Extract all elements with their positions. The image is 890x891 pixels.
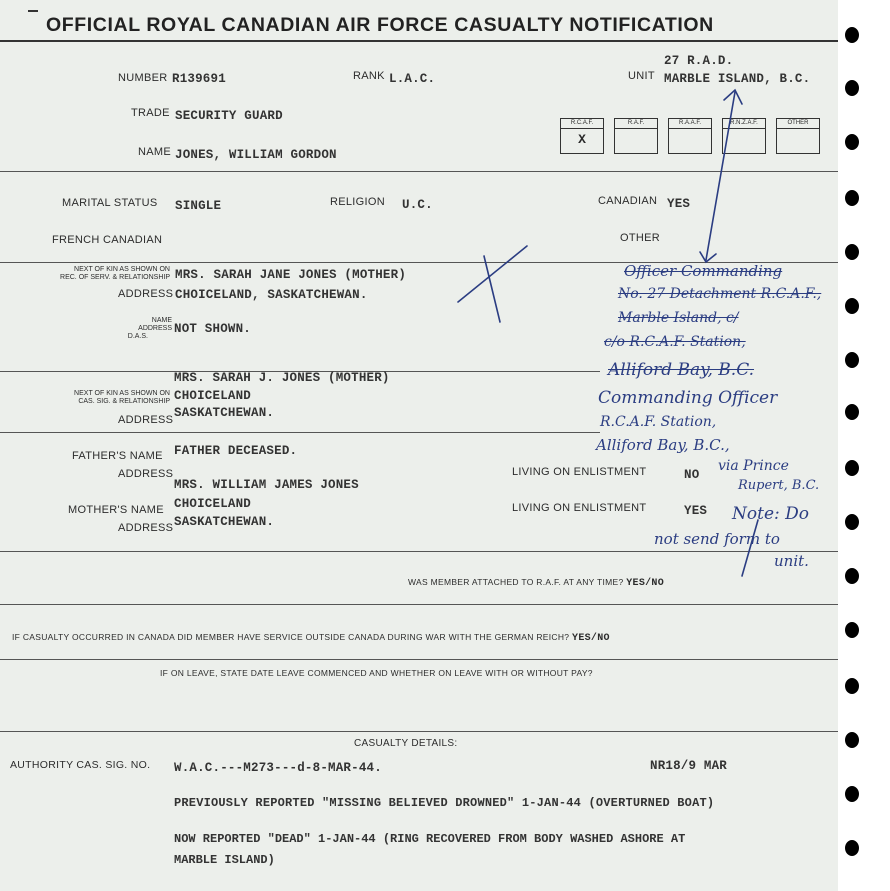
box-rcaf: R.C.A.F. X [560, 118, 604, 154]
canadian-label: CANADIAN [598, 195, 658, 207]
father-address-label: ADDRESS [118, 468, 174, 480]
mother-address-1: CHOICELAND [174, 497, 252, 511]
nok-cas-label: NEXT OF KIN AS SHOWN ON CAS. SIG. & RELATIONSHIP [74, 390, 170, 405]
religion-value: U.C. [402, 198, 433, 212]
father-living-label: LIVING ON ENLISTMENT [512, 466, 647, 478]
nok-rec-address: CHOICELAND, SASKATCHEWAN. [175, 288, 368, 302]
mother-address-2: SASKATCHEWAN. [174, 515, 275, 529]
raf-question: WAS MEMBER ATTACHED TO R.A.F. AT ANY TIME? YES/NO [408, 577, 665, 589]
form-title: OFFICIAL ROYAL CANADIAN AIR FORCE CASUALTY NOTIFICATION [46, 14, 714, 36]
trade-value: SECURITY GUARD [175, 109, 283, 123]
nok-rec-label: NEXT OF KIN AS SHOWN ON REC. OF SERV. & RELATIONSHIP [60, 266, 170, 281]
nok-cas-name: MRS. SARAH J. JONES (MOTHER) [174, 371, 390, 385]
nok-cas-address-1: CHOICELAND [174, 389, 252, 403]
marital-label: MARITAL STATUS [62, 197, 158, 209]
nok-rec-address-label: ADDRESS [118, 288, 174, 300]
father-label: FATHER'S NAME [72, 450, 163, 462]
number-label: NUMBER [118, 72, 168, 84]
unit-value: MARBLE ISLAND, B.C. [664, 72, 811, 86]
religion-label: RELIGION [330, 196, 385, 208]
father-living-value: NO [684, 468, 700, 482]
nok-rec-name: MRS. SARAH JANE JONES (MOTHER) [175, 268, 407, 282]
struck-line-4: c/o R.C.A.F. Station, [604, 334, 746, 350]
name-label: NAME [138, 146, 171, 158]
nok-cas-address-label: ADDRESS [118, 414, 174, 426]
box-raf: R.A.F. [614, 118, 658, 154]
canadian-value: YES [667, 197, 691, 211]
struck-line-1: Officer Commanding [624, 262, 783, 280]
struck-line-5: Alliford Bay, B.C. [608, 360, 755, 380]
name-value: JONES, WILLIAM GORDON [175, 148, 337, 162]
mother-living-label: LIVING ON ENLISTMENT [512, 502, 647, 514]
mother-living-value: YES [684, 504, 708, 518]
note-line-8: unit. [774, 552, 809, 570]
note-line-1: Commanding Officer [598, 388, 778, 408]
mother-name-line: MRS. WILLIAM JAMES JONES [174, 478, 359, 492]
rank-label: RANK [353, 70, 385, 82]
struck-line-2: No. 27 Detachment R.C.A.F., [618, 286, 822, 302]
marital-value: SINGLE [175, 199, 222, 213]
previous-report: PREVIOUSLY REPORTED "MISSING BELIEVED DROWNED" 1-JAN-44 (OVERTURNED BOAT) [174, 796, 715, 810]
outside-question: IF CASUALTY OCCURRED IN CANADA DID MEMBER HAVE SERVICE OUTSIDE CANADA DURING WAR WITH THE GERMAN REICH? YES/NO [12, 632, 610, 644]
authority-label: AUTHORITY CAS. SIG. NO. [10, 759, 151, 771]
authority-ref: NR18/9 MAR [650, 759, 728, 773]
note-line-7: not send form to [654, 530, 780, 548]
father-value: FATHER DECEASED. [174, 444, 298, 458]
note-line-4: via Prince [718, 458, 789, 474]
struck-line-3: Marble Island, c/ [618, 310, 739, 326]
leave-question: IF ON LEAVE, STATE DATE LEAVE COMMENCED AND WHETHER ON LEAVE WITH OR WITHOUT PAY? [160, 668, 593, 678]
authority-value: W.A.C.---M273---d-8-MAR-44. [174, 761, 382, 775]
trade-label: TRADE [131, 107, 170, 119]
french-canadian-label: FRENCH CANADIAN [52, 234, 163, 246]
note-line-3: Alliford Bay, B.C., [596, 436, 730, 454]
box-raaf: R.A.A.F. [668, 118, 712, 154]
box-other: OTHER [776, 118, 820, 154]
now-report: NOW REPORTED "DEAD" 1-JAN-44 (RING RECOVERED FROM BODY WASHED ASHORE AT MARBLE ISLAND) [174, 832, 686, 867]
note-line-5: Rupert, B.C. [738, 478, 820, 493]
box-rnzaf: R.N.Z.A.F. [722, 118, 766, 154]
other-label: OTHER [620, 232, 660, 244]
rank-value: L.A.C. [389, 72, 436, 86]
unit-label: UNIT [628, 70, 655, 82]
unit-line-1: 27 R.A.D. [664, 54, 734, 68]
das-label: NAME ADDRESS D.A.S. [127, 317, 172, 340]
casualty-header: CASUALTY DETAILS: [354, 738, 458, 749]
service-number: R139691 [172, 72, 226, 86]
note-line-6: Note: Do [732, 504, 809, 524]
mother-address-label: ADDRESS [118, 522, 174, 534]
note-line-2: R.C.A.F. Station, [600, 414, 717, 430]
mother-label: MOTHER'S NAME [68, 504, 164, 516]
das-value: NOT SHOWN. [174, 322, 252, 336]
nok-cas-address-2: SASKATCHEWAN. [174, 406, 275, 420]
